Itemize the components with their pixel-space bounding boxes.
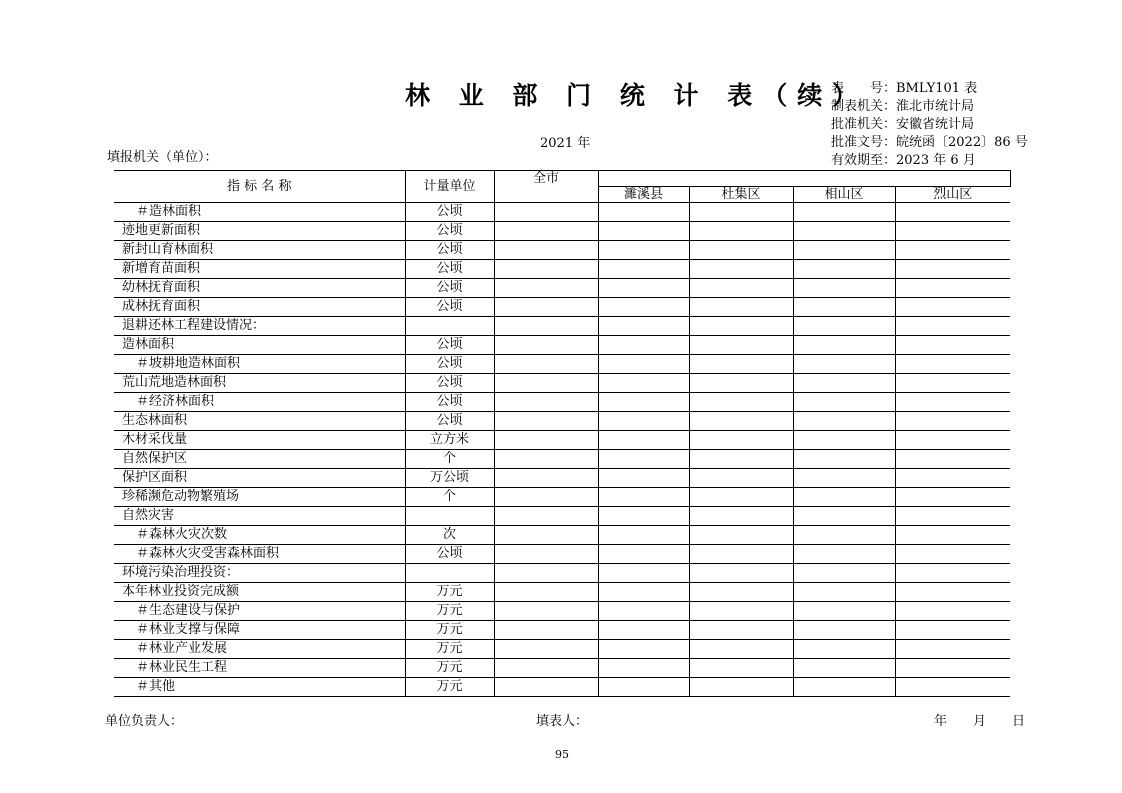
region-value-cell[interactable]	[895, 260, 1010, 279]
region-value-cell[interactable]	[689, 659, 793, 678]
indicator-name: 迹地更新面积	[114, 222, 405, 241]
indicator-name: 木材采伐量	[114, 431, 405, 450]
region-value-cell[interactable]	[598, 678, 689, 697]
indicator-name: 幼林抚育面积	[114, 279, 405, 298]
header-indicator: 指 标 名 称	[114, 171, 405, 203]
indicator-name: 成林抚育面积	[114, 298, 405, 317]
page-title: 林 业 部 门 统 计 表（续）	[405, 81, 868, 110]
forestry-statistics-table	[114, 170, 1011, 697]
header-region: 相山区	[793, 187, 895, 203]
indicator-name: 本年林业投资完成额	[114, 583, 405, 602]
city-value-cell[interactable]	[494, 469, 598, 488]
date-field	[934, 710, 1025, 729]
table-row	[114, 203, 1010, 222]
region-value-cell[interactable]	[895, 412, 1010, 431]
region-value-cell[interactable]	[793, 317, 895, 336]
region-value-cell[interactable]	[793, 621, 895, 640]
table-row	[114, 260, 1010, 279]
region-value-cell[interactable]	[895, 488, 1010, 507]
unit-cell: 公顷	[405, 545, 494, 564]
region-value-cell[interactable]	[598, 298, 689, 317]
city-value-cell[interactable]	[494, 317, 598, 336]
region-value-cell[interactable]	[793, 526, 895, 545]
region-value-cell[interactable]	[793, 450, 895, 469]
unit-cell: 万元	[405, 678, 494, 697]
form-number: 表 号：BMLY101 表	[831, 81, 978, 96]
region-value-cell[interactable]	[793, 431, 895, 450]
valid-until: 有效期至：2023 年 6 月	[831, 153, 976, 168]
region-value-cell[interactable]	[895, 545, 1010, 564]
region-value-cell[interactable]	[895, 222, 1010, 241]
region-value-cell[interactable]	[598, 488, 689, 507]
region-value-cell[interactable]	[598, 374, 689, 393]
unit-cell: 公顷	[405, 355, 494, 374]
region-value-cell[interactable]	[689, 393, 793, 412]
region-value-cell[interactable]	[793, 374, 895, 393]
indicator-name: 退耕还林工程建设情况：	[114, 317, 405, 336]
region-value-cell[interactable]	[689, 507, 793, 526]
region-value-cell[interactable]	[895, 355, 1010, 374]
city-value-cell[interactable]	[494, 336, 598, 355]
table-row	[114, 488, 1010, 507]
unit-cell: 万元	[405, 659, 494, 678]
region-value-cell[interactable]	[895, 602, 1010, 621]
region-value-cell[interactable]	[689, 279, 793, 298]
city-value-cell[interactable]	[494, 450, 598, 469]
region-value-cell[interactable]	[689, 412, 793, 431]
city-value-cell[interactable]	[494, 260, 598, 279]
table-row	[114, 678, 1010, 697]
city-value-cell[interactable]	[494, 621, 598, 640]
region-value-cell[interactable]	[793, 393, 895, 412]
table-row	[114, 336, 1010, 355]
unit-cell: 公顷	[405, 203, 494, 222]
region-value-cell[interactable]	[793, 659, 895, 678]
unit-cell: 公顷	[405, 336, 494, 355]
city-value-cell[interactable]	[494, 355, 598, 374]
region-value-cell[interactable]	[793, 222, 895, 241]
region-value-cell[interactable]	[598, 526, 689, 545]
table-row	[114, 621, 1010, 640]
region-value-cell[interactable]	[793, 279, 895, 298]
unit-cell: 公顷	[405, 374, 494, 393]
table-row	[114, 469, 1010, 488]
indicator-name: 生态林面积	[114, 412, 405, 431]
region-value-cell[interactable]	[598, 336, 689, 355]
region-value-cell[interactable]	[793, 298, 895, 317]
city-value-cell[interactable]	[494, 393, 598, 412]
table-row	[114, 317, 1010, 336]
region-value-cell[interactable]	[895, 317, 1010, 336]
indicator-name: ＃林业支撑与保障	[114, 621, 405, 640]
indicator-name: ＃造林面积	[114, 203, 405, 222]
unit-cell: 万公顷	[405, 469, 494, 488]
region-value-cell[interactable]	[895, 336, 1010, 355]
indicator-name: 保护区面积	[114, 469, 405, 488]
region-value-cell[interactable]	[689, 469, 793, 488]
city-value-cell[interactable]	[494, 602, 598, 621]
city-value-cell[interactable]	[494, 412, 598, 431]
region-value-cell[interactable]	[598, 583, 689, 602]
region-value-cell[interactable]	[793, 412, 895, 431]
region-value-cell[interactable]	[895, 640, 1010, 659]
unit-cell: 次	[405, 526, 494, 545]
region-value-cell[interactable]	[598, 203, 689, 222]
unit-cell: 公顷	[405, 279, 494, 298]
region-value-cell[interactable]	[895, 374, 1010, 393]
indicator-name: 荒山荒地造林面积	[114, 374, 405, 393]
region-value-cell[interactable]	[689, 526, 793, 545]
city-value-cell[interactable]	[494, 279, 598, 298]
region-value-cell[interactable]	[598, 355, 689, 374]
region-value-cell[interactable]	[689, 241, 793, 260]
region-value-cell[interactable]	[793, 355, 895, 374]
indicator-name: ＃生态建设与保护	[114, 602, 405, 621]
unit-cell: 公顷	[405, 412, 494, 431]
city-value-cell[interactable]	[494, 678, 598, 697]
region-value-cell[interactable]	[895, 393, 1010, 412]
region-value-cell[interactable]	[598, 260, 689, 279]
region-value-cell[interactable]	[598, 431, 689, 450]
city-value-cell[interactable]	[494, 640, 598, 659]
date-month: 月	[973, 714, 987, 729]
report-year: 2021 年	[540, 136, 591, 151]
region-value-cell[interactable]	[598, 602, 689, 621]
region-value-cell[interactable]	[793, 640, 895, 659]
region-value-cell[interactable]	[598, 279, 689, 298]
region-value-cell[interactable]	[689, 640, 793, 659]
table-row	[114, 279, 1010, 298]
region-value-cell[interactable]	[689, 678, 793, 697]
city-value-cell[interactable]	[494, 374, 598, 393]
city-value-cell[interactable]	[494, 507, 598, 526]
region-value-cell[interactable]	[895, 279, 1010, 298]
unit-cell: 个	[405, 450, 494, 469]
region-value-cell[interactable]	[895, 621, 1010, 640]
region-value-cell[interactable]	[895, 526, 1010, 545]
table-row	[114, 583, 1010, 602]
region-value-cell[interactable]	[895, 564, 1010, 583]
region-value-cell[interactable]	[793, 241, 895, 260]
region-value-cell[interactable]	[598, 222, 689, 241]
indicator-name: ＃森林火灾受害森林面积	[114, 545, 405, 564]
region-value-cell[interactable]	[598, 659, 689, 678]
header-region-group	[598, 171, 1010, 187]
approval-number: 批准文号：皖统函〔2022〕86 号	[831, 135, 1028, 150]
table-row	[114, 241, 1010, 260]
region-value-cell[interactable]	[598, 450, 689, 469]
header-region: 烈山区	[895, 187, 1010, 203]
region-value-cell[interactable]	[689, 545, 793, 564]
region-value-cell[interactable]	[793, 564, 895, 583]
region-value-cell[interactable]	[895, 298, 1010, 317]
region-value-cell[interactable]	[895, 431, 1010, 450]
region-value-cell[interactable]	[895, 507, 1010, 526]
unit-head-label: 单位负责人：	[105, 714, 184, 729]
region-value-cell[interactable]	[689, 431, 793, 450]
region-value-cell[interactable]	[793, 260, 895, 279]
region-value-cell[interactable]	[793, 545, 895, 564]
region-value-cell[interactable]	[689, 355, 793, 374]
region-value-cell[interactable]	[793, 336, 895, 355]
table-row	[114, 355, 1010, 374]
region-value-cell[interactable]	[793, 203, 895, 222]
table-row	[114, 564, 1010, 583]
region-value-cell[interactable]	[793, 678, 895, 697]
city-value-cell[interactable]	[494, 298, 598, 317]
indicator-name: ＃经济林面积	[114, 393, 405, 412]
region-value-cell[interactable]	[895, 469, 1010, 488]
header-unit: 计量单位	[405, 171, 494, 203]
table-row	[114, 431, 1010, 450]
region-value-cell[interactable]	[598, 412, 689, 431]
region-value-cell[interactable]	[598, 469, 689, 488]
indicator-name: ＃林业民生工程	[114, 659, 405, 678]
table-row	[114, 640, 1010, 659]
indicator-name: ＃其他	[114, 678, 405, 697]
region-value-cell[interactable]	[598, 621, 689, 640]
region-value-cell[interactable]	[689, 564, 793, 583]
issuing-authority: 制表机关：淮北市统计局	[831, 99, 975, 114]
table-row	[114, 450, 1010, 469]
unit-cell: 万元	[405, 621, 494, 640]
unit-cell: 公顷	[405, 393, 494, 412]
indicator-name: 珍稀濒危动物繁殖场	[114, 488, 405, 507]
region-value-cell[interactable]	[689, 317, 793, 336]
region-value-cell[interactable]	[689, 222, 793, 241]
region-value-cell[interactable]	[689, 621, 793, 640]
region-value-cell[interactable]	[689, 374, 793, 393]
indicator-name: ＃坡耕地造林面积	[114, 355, 405, 374]
region-value-cell[interactable]	[689, 260, 793, 279]
region-value-cell[interactable]	[895, 583, 1010, 602]
region-value-cell[interactable]	[793, 507, 895, 526]
region-value-cell[interactable]	[598, 545, 689, 564]
unit-cell: 万元	[405, 640, 494, 659]
table-row	[114, 298, 1010, 317]
filer-label: 填报机关（单位）：	[107, 150, 218, 165]
city-value-cell[interactable]	[494, 526, 598, 545]
city-value-cell[interactable]	[494, 241, 598, 260]
region-value-cell[interactable]	[689, 298, 793, 317]
header-region: 濉溪县	[598, 187, 689, 203]
form-filler-label: 填表人：	[536, 714, 589, 729]
unit-cell: 万元	[405, 602, 494, 621]
indicator-name: 自然保护区	[114, 450, 405, 469]
region-value-cell[interactable]	[895, 450, 1010, 469]
unit-cell: 公顷	[405, 260, 494, 279]
indicator-name: ＃森林火灾次数	[114, 526, 405, 545]
region-value-cell[interactable]	[895, 678, 1010, 697]
region-value-cell[interactable]	[689, 336, 793, 355]
city-value-cell[interactable]	[494, 203, 598, 222]
region-value-cell[interactable]	[793, 488, 895, 507]
table-row	[114, 526, 1010, 545]
city-value-cell[interactable]	[494, 431, 598, 450]
page-number: 95	[555, 748, 569, 761]
unit-cell: 万元	[405, 583, 494, 602]
region-value-cell[interactable]	[598, 640, 689, 659]
indicator-name: 环境污染治理投资：	[114, 564, 405, 583]
region-value-cell[interactable]	[895, 203, 1010, 222]
unit-cell: 公顷	[405, 222, 494, 241]
indicator-name: ＃林业产业发展	[114, 640, 405, 659]
approving-authority: 批准机关：安徽省统计局	[831, 117, 975, 132]
city-value-cell[interactable]	[494, 583, 598, 602]
table-row	[114, 602, 1010, 621]
table-row	[114, 393, 1010, 412]
region-value-cell[interactable]	[793, 469, 895, 488]
form-metadata	[831, 80, 1028, 170]
table-row	[114, 374, 1010, 393]
region-value-cell[interactable]	[895, 659, 1010, 678]
region-value-cell[interactable]	[689, 583, 793, 602]
city-value-cell[interactable]	[494, 545, 598, 564]
unit-cell	[405, 564, 494, 583]
region-value-cell[interactable]	[598, 317, 689, 336]
city-value-cell[interactable]	[494, 564, 598, 583]
indicator-name: 自然灾害	[114, 507, 405, 526]
table-row	[114, 222, 1010, 241]
indicator-name: 造林面积	[114, 336, 405, 355]
region-value-cell[interactable]	[689, 203, 793, 222]
region-value-cell[interactable]	[598, 564, 689, 583]
unit-cell: 立方米	[405, 431, 494, 450]
indicator-name: 新封山育林面积	[114, 241, 405, 260]
unit-cell: 个	[405, 488, 494, 507]
region-value-cell[interactable]	[793, 583, 895, 602]
unit-cell: 公顷	[405, 241, 494, 260]
table-row	[114, 545, 1010, 564]
region-value-cell[interactable]	[895, 241, 1010, 260]
table-row	[114, 659, 1010, 678]
header-region: 杜集区	[689, 187, 793, 203]
region-value-cell[interactable]	[689, 488, 793, 507]
region-value-cell[interactable]	[793, 602, 895, 621]
date-day: 日	[1012, 714, 1026, 729]
region-value-cell[interactable]	[689, 450, 793, 469]
region-value-cell[interactable]	[598, 507, 689, 526]
table-row	[114, 412, 1010, 431]
unit-cell	[405, 317, 494, 336]
table-row	[114, 507, 1010, 526]
region-value-cell[interactable]	[598, 393, 689, 412]
unit-cell: 公顷	[405, 298, 494, 317]
unit-cell	[405, 507, 494, 526]
region-value-cell[interactable]	[689, 602, 793, 621]
date-year: 年	[934, 714, 948, 729]
city-value-cell[interactable]	[494, 488, 598, 507]
region-value-cell[interactable]	[598, 241, 689, 260]
city-value-cell[interactable]	[494, 659, 598, 678]
header-city: 全市	[494, 171, 598, 203]
indicator-name: 新增育苗面积	[114, 260, 405, 279]
city-value-cell[interactable]	[494, 222, 598, 241]
